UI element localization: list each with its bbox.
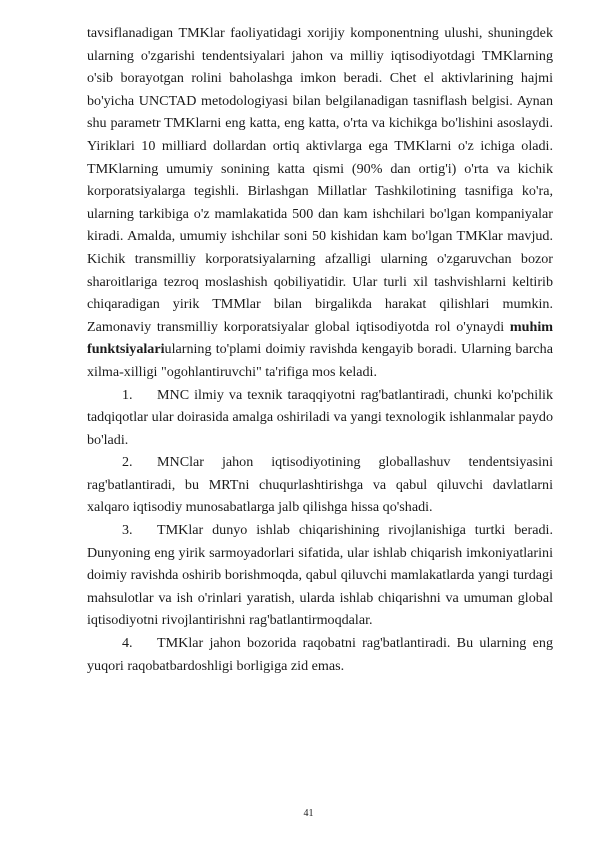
list-item-1 [87, 384, 553, 452]
document-page [87, 22, 553, 677]
intro-bold-term: muhim funktsiyalari [87, 318, 553, 358]
list-item-4 [87, 632, 553, 677]
page-number: 41 [303, 808, 314, 819]
intro-text: tavsiflanadigan TMKlar faoliyatidagi xorijiy komponentning ulushi, shuningdek ularning o'zgarishi tendentsiyalari jahon va milliy iqtisodiyotdagi TMKlarning o'sib borayotgan rolini baholashga imkon beradi. Chet el aktivlarining hajmi bo'yicha UNCTAD metodologiyasi bilan belgilanadigan tasniflash belgisi. Aynan shu parametr TMKlarni eng katta, eng katta, o'rta va kichikga bo'lishini asoslaydi. Yiriklari 10 milliard dollardan ortiq aktivlarga ega TMKlarni o'z ichiga oladi. TMKlarning umumiy sonining katta qismi (90% dan ortig'i) o'rta va kichik korporatsiyalarga tegishli. Birlashgan Millatlar Tashkilotining tasnifiga ko'ra, ularning tarkibiga o'z mamlakatida 500 dan kam ishchilari bo'lgan kompaniyalar kiradi. Amalda, umumiy ishchilar soni 50 kishidan kam bo'lgan TMKlar mavjud. Kichik transmilliy korporatsiyalarning afzalligi ularning o'zgaruvchan bozor sharoitlariga tezroq moslashish qobiliyatidir. Ular turli xil tashvishlarni keltirib chiqaradigan yirik TMMlar bilan birgalikda harakat qilishlari mumkin. Zamonaviy transmilliy korporatsiyalar global iqtisodiyotda rol o'ynaydi [87, 25, 553, 335]
intro-paragraph [87, 22, 553, 384]
list-item-3 [87, 519, 553, 632]
list-text: TMKlar dunyo ishlab chiqarishining rivojlanishiga turtki beradi. Dunyoning eng yirik sarmoyadorlari sifatida, ular ishlab chiqarish imkoniyatlarini doimiy ravishda oshirib borishmoqda, qabul qiluvchi mamlakatlarda yangi turdagi mahsulotlar va ish o'rinlari yaratish, ularda ishlab chiqarishni va umuman global iqtisodiyotni rivojlantirishni rag'batlantirmoqdalar. [87, 522, 553, 629]
list-text: TMKlar jahon bozorida raqobatni rag'batlantiradi. Bu ularning eng yuqori raqobatbardoshligi borligiga zid emas. [87, 635, 553, 674]
list-text: MNC ilmiy va texnik taraqqiyotni rag'batlantiradi, chunki ko'pchilik tadqiqotlar ular doirasida amalga oshiriladi va yangi texnologik ishlanmalar paydo bo'ladi. [87, 386, 553, 448]
list-number: 2. [122, 454, 133, 471]
list-text: MNClar jahon iqtisodiyotining globallashuv tendentsiyasini rag'batlantiradi, bu MRTni chuqurlashtirishga va qabul qiluvchi davlatlarni xalqaro iqtisodiy munosabatlarga jalb qilishga hissa qo'shadi. [87, 454, 553, 516]
list-number: 1. [122, 386, 133, 403]
intro-text-continued: ularning to'plami doimiy ravishda kengayib boradi. Ularning barcha xilma-xilligi "ogohlantiruvchi" ta'rifiga mos keladi. [87, 341, 553, 380]
list-number: 3. [122, 522, 133, 539]
list-number: 4. [122, 635, 133, 652]
list-item-2 [87, 451, 553, 519]
